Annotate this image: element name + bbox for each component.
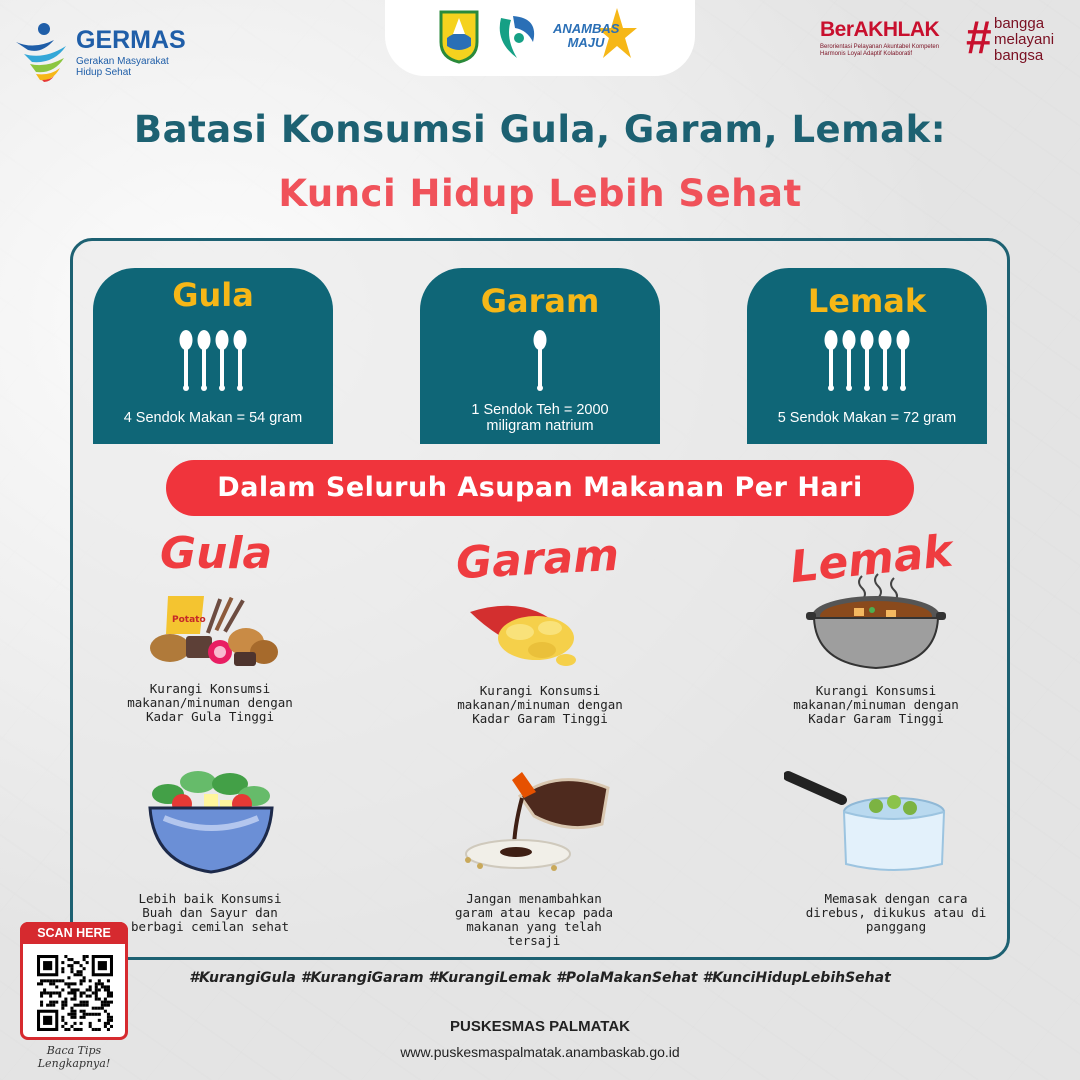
spoon-icon (860, 330, 874, 392)
org-name: PUSKESMAS PALMATAK (450, 1018, 630, 1035)
qr-code-box[interactable] (20, 922, 128, 1040)
tips-caption: Baca Tips Lengkapnya! (37, 1044, 111, 1070)
spoon-icon (842, 330, 856, 392)
caption-lemak-bottom: Memasak dengan cara direbus, dikukus atau di panggang (805, 891, 987, 934)
title-line-1: Batasi Konsumsi Gula, Garam, Lemak: (133, 108, 947, 151)
spoon-icon (896, 330, 910, 392)
soy-sauce-icon (458, 768, 618, 872)
title-line-2: Kunci Hidup Lebih Sehat (278, 172, 802, 215)
spoon-icon (179, 330, 193, 392)
germas-title: GERMAS (76, 26, 186, 54)
caption-garam-top: Kurangi Konsumsi makanan/minuman dengan Kadar Garam Tinggi (457, 683, 623, 726)
partner-logos (385, 0, 695, 76)
berakhlak-title: BerAKHLAK (820, 18, 940, 41)
salad-bowl-icon (146, 768, 276, 882)
heading-garam: Garam (454, 529, 621, 590)
spoon-icon (878, 330, 892, 392)
spoon-icon (233, 330, 247, 392)
daily-intake-banner: Dalam Seluruh Asupan Makanan Per Hari (166, 460, 914, 516)
card-title: Gula (172, 276, 254, 314)
caption-gula-top: Kurangi Konsumsi makanan/minuman dengan Kadar Gula Tinggi (127, 681, 293, 724)
card-desc: 1 Sendok Teh = 2000 miligram natrium (471, 402, 609, 434)
svg-text:Potato: Potato (172, 615, 206, 625)
berakhlak-logo (820, 18, 970, 62)
hash-icon: # (966, 11, 992, 63)
berakhlak-subtitle: Berorientasi Pelayanan Akuntabel Kompeten Harmonis Loyal Adaptif Kolaboratif (820, 44, 940, 57)
heading-lemak: Lemak (787, 525, 955, 594)
anambas-maju-text: ANAMBAS MAJU (553, 21, 620, 50)
caption-gula-bottom: Lebih baik Konsumsi Buah dan Sayur dan berbagi cemilan sehat (130, 891, 290, 934)
website-link[interactable]: www.puskesmaspalmatak.anambaskab.go.id (400, 1044, 680, 1060)
hashtags: #KurangiGula #KurangiGaram #KurangiLemak #PolaMakanSehat #KunciHidupLebihSehat (189, 970, 891, 986)
germas-subtitle: Gerakan Masyarakat Hidup Sehat (76, 56, 169, 78)
regency-crest-icon (437, 8, 481, 64)
spoon-icon (824, 330, 838, 392)
sweet-snacks-icon (142, 590, 282, 670)
card-lemak (747, 268, 987, 444)
boiling-pot-icon (784, 766, 948, 880)
card-title: Lemak (807, 282, 927, 320)
chips-icon (466, 598, 592, 670)
card-desc: 4 Sendok Makan = 54 gram (123, 410, 303, 426)
card-desc: 5 Sendok Makan = 72 gram (777, 410, 957, 426)
qr-code-icon[interactable] (37, 955, 113, 1031)
spoon-icon (197, 330, 211, 392)
scan-here-label: SCAN HERE (20, 922, 128, 944)
health-ministry-icon (493, 8, 543, 64)
bangga-melayani-logo: # bangga melayani bangsa (966, 11, 1055, 64)
spoon-icon (215, 330, 229, 392)
stew-pot-icon (806, 572, 946, 676)
heading-gula: Gula (160, 528, 273, 579)
germas-logo (14, 14, 184, 84)
caption-lemak-top: Kurangi Konsumsi makanan/minuman dengan Kadar Garam Tinggi (793, 683, 959, 726)
caption-garam-bottom: Jangan menambahkan garam atau kecap pada makanan yang telah tersaji (454, 891, 614, 948)
spoon-group (747, 330, 987, 394)
card-garam (420, 268, 660, 444)
spoon-group (93, 330, 333, 394)
germas-emblem-icon (14, 20, 72, 82)
card-gula (93, 268, 333, 444)
spoon-icon (533, 330, 547, 392)
card-title: Garam (480, 282, 600, 320)
spoon-group (420, 330, 660, 394)
